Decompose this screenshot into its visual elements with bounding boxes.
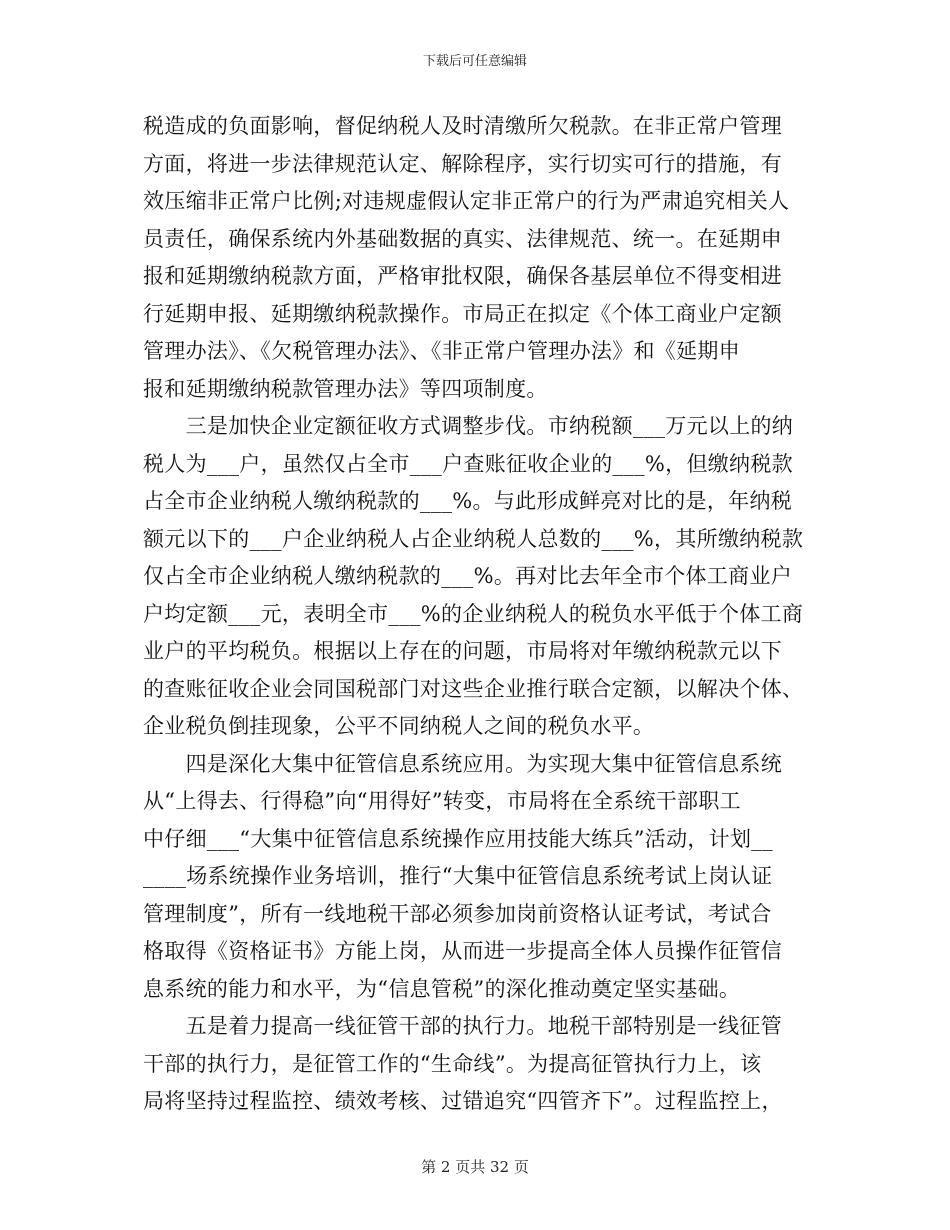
- text-line: 企业税负倒挂现象，公平不同纳税人之间的税负水平。: [143, 714, 655, 738]
- text-line: 四是深化大集中征管信息系统应用。为实现大集中征管信息系统: [143, 751, 782, 776]
- text-line: 管理办法》、《欠税管理办法》、《非正常户管理办法》和《延期申: [143, 339, 740, 363]
- text-line: 中仔细___“大集中征管信息系统操作应用技能大练兵”活动，计划__: [143, 826, 773, 851]
- text-line: 仅占全市企业纳税人缴纳税款的___%。再对比去年全市个体工商业户: [143, 564, 793, 588]
- text-line: 税造成的负面影响，督促纳税人及时清缴所欠税款。在非正常户管理: [143, 114, 782, 138]
- text-line: 息系统的能力和水平，为“信息管税”的深化推动奠定坚实基础。: [143, 976, 741, 1001]
- text-line: 报和延期缴纳税款管理办法》等四项制度。: [143, 376, 548, 401]
- text-line: 局将坚持过程监控、绩效考核、过错追究“四管齐下”。过程监控上，: [143, 1089, 783, 1113]
- text-line: 格取得《资格证书》方能上岗，从而进一步提高全体人员操作征管信: [143, 939, 782, 963]
- page-header: 下载后可任意编辑: [422, 54, 527, 69]
- text-line: 报和延期缴纳税款方面，严格审批权限，确保各基层单位不得变相进: [143, 264, 782, 288]
- text-line: 业户的平均税负。根据以上存在的问题，市局将对年缴纳税款元以下: [143, 639, 782, 663]
- text-line: 税人为___户，虽然仅占全市___户查账征收企业的___%，但缴纳税款: [143, 451, 793, 476]
- text-line: 三是加快企业定额征收方式调整步伐。市纳税额___万元以上的纳: [143, 414, 794, 438]
- text-line: 额元以下的___户企业纳税人占企业纳税人总数的___%，其所缴纳税款: [143, 526, 804, 551]
- text-line: 户均定额___元，表明全市___%的企业纳税人的税负水平低于个体工商: [143, 601, 804, 626]
- text-line: 干部的执行力，是征管工作的“生命线”。为提高征管执行力上，该: [143, 1051, 762, 1076]
- page-number: 第 2 页共 32 页: [421, 1158, 529, 1176]
- text-line: 方面，将进一步法律规范认定、解除程序，实行切实可行的措施，有: [143, 151, 782, 176]
- text-line: 占全市企业纳税人缴纳税款的___%。与此形成鲜亮对比的是，年纳税: [143, 489, 793, 513]
- text-line: 效压缩非正常户比例;对违规虚假认定非正常户的行为严肃追究相关人: [143, 189, 790, 213]
- text-line: 管理制度”，所有一线地税干部必须参加岗前资格认证考试，考试合: [143, 901, 772, 926]
- text-line: 的查账征收企业会同国税部门对这些企业推行联合定额，以解决个体、: [143, 676, 804, 701]
- document-body: [143, 108, 808, 1121]
- text-line: 员责任，确保系统内外基础数据的真实、法律规范、统一。在延期申: [143, 226, 782, 251]
- text-line: ____场系统操作业务培训，推行“大集中征管信息系统考试上岗认证: [143, 864, 773, 888]
- text-line: 五是着力提高一线征管干部的执行力。地税干部特别是一线征管: [143, 1014, 782, 1038]
- text-line: 从“上得去、行得稳”向“用得好”转变，市局将在全系统干部职工: [143, 789, 741, 813]
- text-line: 行延期申报、延期缴纳税款操作。市局正在拟定《个体工商业户定额: [143, 301, 782, 326]
